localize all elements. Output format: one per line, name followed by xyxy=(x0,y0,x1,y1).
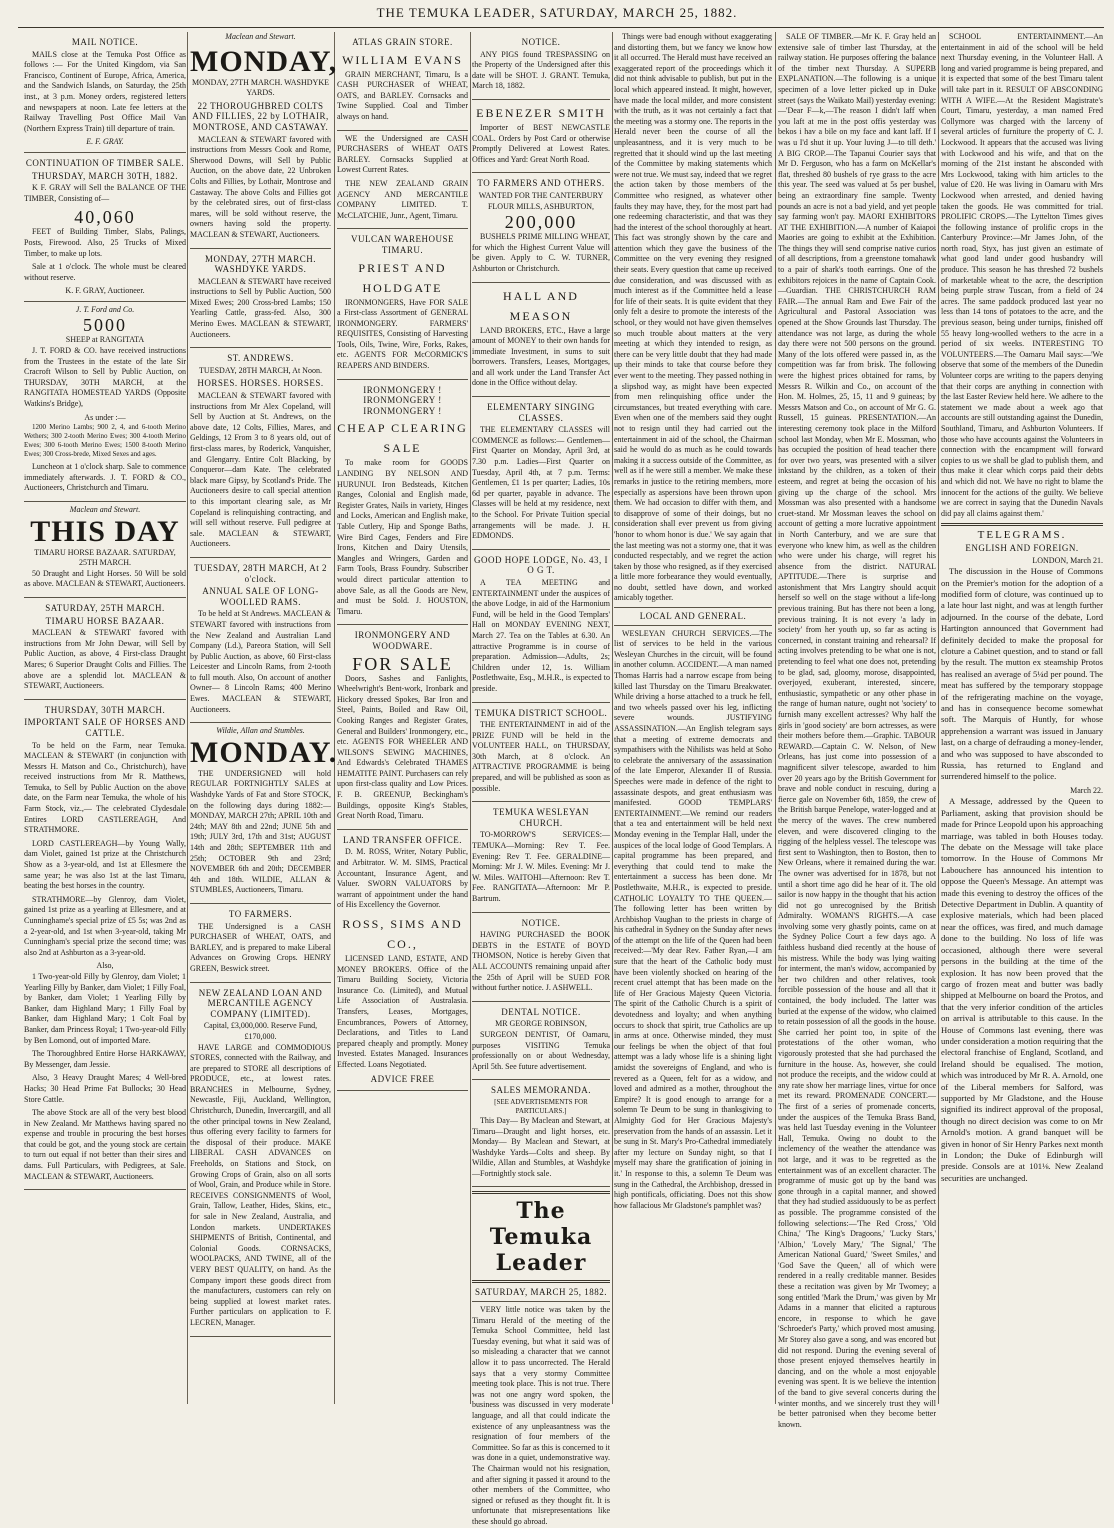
washdyke-sheep-text: MACLEAN & STEWART have received instructions to Sell by Public Auction, 500 Mixed Ewes; 200 Cross-bred Lambs; 150 Yearling Cattle, grass-fed. Also, 300 Merino Ewes. MACLEAN & STEWART, Auctioneers. xyxy=(190,276,331,339)
timber-sale-quantity: 40,060 xyxy=(74,207,136,228)
wildie-sales-text: THE UNDERSIGNED will hold REGULAR FORTNIGHTLY SALES at Washdyke Yards of Fat and Store STOCK, on the following days during 1882:— MONDAY, MARCH 27th; APRIL 10th and 24th; MAY 8th and 22nd; JUNE 5th and 19th; JULY 3rd, 17th and 31st; AUGUST 14th and 28th; SEPTEMBER 11th and 25th; OCTOBER 9th and 23rd; NOVEMBER 6th and 20th; DECEMBER 4th and 18th. WILDIE, ALLAN & STUMBLES, Auctioneers, Timaru. xyxy=(190,768,331,895)
section-rule xyxy=(614,625,772,626)
land-transfer-heading: LAND TRANSFER OFFICE. xyxy=(342,834,463,845)
flour-mills-ad xyxy=(472,173,610,282)
rams-sale-heading: ANNUAL SALE OF LONG-WOOLLED RAMS. xyxy=(202,586,319,607)
farm-sale-text: To be held on the Farm, near Temuka. MACLEAN & STEWART (in conjunction with Messrs H. Matson and Co., Christchurch), have received instructions from Mr R. Matthews, Temuka, to Sell by Public Auction on the above date, on the Farm near Temuka, the whole of his Farm Stock, viz.,— The celebrated Clydesdale Entires LORD CASTLEREAGH, And STRATHMORE. xyxy=(24,740,186,835)
local-general-text: WESLEYAN CHURCH SERVICES.—The list of services to be held in the various Wesleyan Churches in the circuit, will be found in another column. ACCIDENT.—A man named Thomas Harris had a narrow escape from being killed last Thursday on the Timaru Breakwater. While driving a horse attached to a truck he fell, and two wheels passed over his leg, inflicting severe wounds. JUSTIFYING ASSASSINATION.—An English telegram says that a meeting of extreme democrats and sympathisers with the Nihilists was held at Soho to celebrate the anniversary of the assassination of the late Emperor, Alexander II of Russia. Speeches were made in defence of the right to assassinate despots, and great enthusiasm was manifested. GOOD TEMPLARS' ENTERTAINMENT.—We remind our readers that a tea and entertainment will be held next Monday evening in the Templar Hall, under the auspices of the local lodge of Good Templars. A capital programme has been prepared, and everything that could tend to make the entertainment a success has been done. Mr Postlethwaite, M.H.R., is expected to preside. CATHOLIC LOYALTY TO THE QUEEN.—The following letter has been written by Archbishop Vaughan to the priests in charge of his cathedral in Sydney on the Sunday after news of the attempt on the life of the Queen had been received:—'My dear Rev. Father Ryan,—I am sure that the heart of the Catholic body must have been violently shocked on hearing of the recent cruel attempt that has been made on the life of Her Gracious Majesty Queen Victoria. The spirit of the Catholic Church is a spirit of devotedness and loyalty; and when anything occurs to shock that spirit, true Catholics are up in arms at once. Otherwise minded, they must our feelings be when the object of that foul attempt was a lady whose life is a shining light amidst the sovereigns of England, and who is revered as a Queen, felt for as a widow, and loved and admired as a mother, throughout the Empire? It is good enough to arrange for a solemn Te Deum to be sung in thanksgiving to Almighty God for Her Gracious Majesty's preservation from the hands of an assassin. Let it be sung in St. Mary's Pro-Cathedral immediately after my lecture on Sunday night, so that I myself may share the gratification of joining in it.' In response to this, a solemn Te Deum was sung in the Cathedral, the Archbishop, dressed in high pontificals, officiating. Does not this show how fallacious Mr Gladstone's pamphlet was? xyxy=(614,628,772,1210)
local-general-heading: LOCAL AND GENERAL. xyxy=(639,611,747,622)
colts-heading: 22 THOROUGHBRED COLTS AND FILLIES, 22 by LOTHAIR, MONTROSE, AND CASTAWAY. xyxy=(192,100,329,132)
smith-text: Importer of BEST NEWCASTLE COAL. Orders by Post Card or otherwise Promptly Delivered at Lowest Rates. Offices and Yard: Great North Road. xyxy=(472,122,610,164)
for-sale-heading: FOR SALE xyxy=(352,653,453,674)
timber-sale-ad xyxy=(24,153,186,302)
nz-loan-text: HAVE LARGE and COMMODIOUS STORES, connected with the Railway, and are prepared to STORE all descriptions of PRODUCE, etc., at lowest rates. BRANCHES in Melbourne, Sydney, Newcastle, Fiji, Auckland, Wellington, Christchurch, Dunedin, Invercargill, and all the other principal towns in New Zealand, thus offering every facility to farmers for the disposal of their produce. MAKE LIBERAL CASH ADVANCES on Freeholds, on Stations and Stock, on Growing Crops of Grain, also on all sorts of Wool, Grain, and Produce while in Store. RECEIVES CONSIGNMENTS of Wool, Grain, Tallow, Leather, Hides, Skins, etc., for sale in New Zealand, Australia, and London markets. UNDERTAKES SHIPMENTS of British, Continental, and Colonial Goods. CORNSACKS, WOOLPACKS, AND TWINE, all of the VERY BEST QUALITY, on hand. As the Company import these goods direct from the manufacturers, customers can rely on being supplied at lowest market rates. Further particulars on application to F. LECREN, Manager. xyxy=(190,1042,331,1327)
editorial-continued: Things were bad enough without exaggerating and distorting them, but we fancy we know how it all occurred. The Herald must have received an exaggerated report of the proceedings which it did not think advisable to publish, but put in the local which appeared instead. It might, however, have made the local milder, and more consistent with the truth, as it was not certainly a fact that the meeting was a stormy one. The reports in the Herald never been the course of all the unpleasantness, and it is very much to be regretted that it should wind up the last meeting of the Committee by making statements which were not true. We must say, indeed that we regret the action taken by those members of the Committee who resigned, as whatever other faults they may have, they, for the most part had one redeeming characteristic, and that was they had the interest of the school thoroughly at heart. This fact was strongly shown by the care and attention which they gave the business of the Committee on the very evening they resigned their seats. Every question that came up received due consideration, and was discussed with as much interest as if the Committee held a lease for life of their seats. It is quite evident that they only felt a desire to promote the interests of the school, or they would not have given themselves so much trouble about matters at the very meeting at which they intended to resign, as there can be very little doubt that they had made up their minds to take that course before they ever went to the meeting. They passed nothing in a slipshod way, as might have been expected from men relinquishing office under the circumstances, but treated everything with care. Even when one of the members said they ought not to resign until they had carried out the entertainment in aid of the school, the Chairman said he would do as much as he could towards making it a success outside of the Committee, as well as if he were still a member. We make these remarks in justice to the retiring members, more especially as aspersions have been thrown upon them. We had occasion to differ with them, and to disapprove of some of their doings, but no consideration shall ever prevent us from giving 'honor to whom honor is due.' We say again that the last meeting was not a stormy one, that it was conducted respectably, and we regret the action taken by those who resigned, as if they exercised a little more forbearance they would eventually, no doubt, settled have down, and worked amicably together. xyxy=(614,32,772,603)
flour-mills-quantity: 200,000 xyxy=(504,212,578,233)
cheap-clearing-heading: CHEAP CLEARING SALE xyxy=(337,421,468,456)
land-transfer-ad xyxy=(337,830,468,1091)
dental-ad xyxy=(472,1002,610,1081)
priest-holdgate-text: IRONMONGERS, Have FOR SALE a First-class Assortment of GENERAL IRONMONGERY. FARMERS' REQUISITES, Consisting of Harvesting Tools, Oils, Twine, Wire, Forks, Rakes, etc. AGENTS FOR McCORMICK'S REAPERS AND BINDERS. xyxy=(337,297,468,371)
leader-rule xyxy=(472,1280,610,1283)
advice-free: ADVICE FREE xyxy=(370,1073,435,1084)
masthead-rule xyxy=(18,27,1104,28)
sheep-sale-location: SHEEP at RANGITATA xyxy=(65,335,145,345)
masthead: THE TEMUKA LEADER, SATURDAY, MARCH 25, 1882. xyxy=(376,5,738,20)
mail-notice-signature: E. F. GRAY. xyxy=(86,137,124,147)
lord-castlereagh-text: LORD CASTLEREAGH—by Young Wally, dam Violet, gained 1st prize at the Christchurch Show as a 3-year-old, and 1st at Ellesmere the same year; he was also 1st at the last Timaru, beating the best horses in the country. xyxy=(24,838,186,891)
horse-bazaar-ad xyxy=(24,502,186,598)
leader-rule xyxy=(472,1191,610,1194)
column-5 xyxy=(614,32,772,1404)
colts-text: MACLEAN & STEWART favored with instructions from Messrs Cook and Rome, Sherwood Downs, will Sell by Public Auction, on the above date, 22 Unbroken Colts and Fillies, by Lothair, Montrose and Castaway. The above Colts and Fillies got by the celebrated sires, out of first-class mares, will be sold without reserve, the owners having sold the property. MACLEAN & STEWART, Auctioneers. xyxy=(190,134,331,239)
telegrams-text: The discussion in the House of Commons on the Premier's motion for the adoption of a modified form of cloture, was continued up to a late hour last night, and was at length further adjourned. In the course of the debate, Lord Hartington announced that Government had definitely decided to make the proposal for cloture a Cabinet question, and to stand or fall by the result. The mutton ex steamship Protos has realised an average of 5¼d per pound. The meat has suffered by the temporary stoppage of the refrigerating machine on the voyage, and has in consequence become somewhat soft. The Marquis of Huntly, for whose apprehension a warrant was issued in January last, on a charge of defrauding a money-lender, and who was supposed to have absconded to Russia, has returned to England and surrendered himself to the police. xyxy=(941,566,1103,782)
timber-sale-signature: K. F. GRAY, Auctioneer. xyxy=(65,286,145,296)
farm-sale-heading: IMPORTANT SALE OF HORSES AND CATTLE. xyxy=(24,717,186,738)
monday-heading: MONDAY, xyxy=(190,44,338,78)
priest-holdgate-name: PRIEST AND HOLDGATE xyxy=(358,260,447,295)
atlas-grain-ad xyxy=(337,32,468,131)
nz-loan-ad xyxy=(190,983,331,1337)
mail-notice-text: MAILS close at the Temuka Post Office as follows :— For the United Kingdom, via San Francisco, Continent of Europe, Africa, America, and the Sandwich Islands, on Saturday, the 25th inst., at 3 p.m. Money orders, registered letters and newspapers at noon. Late fee letters at the Railway Travelling Post Office Mail Van (Northern Express Train) till departure of train. xyxy=(24,49,186,133)
horses-heading: HORSES. HORSES. HORSES. xyxy=(197,378,324,389)
robinson-text: SURGEON DENTIST, Of Oamaru, purposes VISITING Temuka professionally on or about Wednesday, April 5th. See future advertisement. xyxy=(472,1029,610,1071)
ross-sims-heading: ROSS, SIMS AND CO., xyxy=(342,917,463,951)
leader-date-rule xyxy=(472,1301,610,1302)
washdyke-sheep-date: MONDAY, 27TH MARCH. WASHDYKE YARDS. xyxy=(204,253,317,275)
dental-heading: DENTAL NOTICE. xyxy=(501,1006,581,1017)
section-rule xyxy=(614,607,772,608)
ironmongery-woodware-heading: IRONMONGERY AND WOODWARE. xyxy=(354,630,451,651)
book-debts-ad xyxy=(472,913,610,1002)
sheep-sale-luncheon: Luncheon at 1 o'clock sharp. Sale to commence immediately afterwards. J. T. FORD & CO., Auctioneers, Christchurch and Timaru. xyxy=(24,462,186,493)
telegrams-date-2: March 22. xyxy=(1070,785,1103,795)
also-label: Also, xyxy=(96,961,114,971)
column-rule xyxy=(612,32,613,1404)
book-debts-heading: NOTICE. xyxy=(521,917,561,928)
nz-loan-capital: Capital, £3,000,000. Reserve Fund, £170,000. xyxy=(203,1021,318,1041)
washdyke-colts-ad xyxy=(190,43,338,249)
fillies-list: 1 Two-year-old Filly by Glenroy, dam Violet; 1 Yearling Filly by Banker, dam Violet; 1 Filly Foal, by Banker, dam Violet; 1 Yearling Filly by Banker, dam Highland Mary; 1 Filly Foal by Banker, dam Highland Mary; 1 Colt Foal by Banker, dam Princess Royal; 1 Two-year-old Filly by Ben Lomond, out of imported Mare. xyxy=(24,971,186,1045)
hall-meason-ad xyxy=(472,283,610,398)
atlas-heading: ATLAS GRAIN STORE. xyxy=(352,37,453,47)
wheat-purchase-text: WE the Undersigned are CASH PURCHASERS of WHEAT OATS BARLEY. Cornsacks Supplied at Lowest Current Rates. xyxy=(337,133,468,175)
local-items-text: SALE OF TIMBER.—Mr K. F. Gray held an extensive sale of timber last Thursday, at the railway station. He purposes offering the balance of the timber next Thursday. A SUPERB EXPLANATION.—The following is a unique specimen of a love letter picked up in Duke street (says the Waikato Mail) yesterday evening:—'Dear F—k,—The reason I didn't laff when you laft at me in the post offis yesterday was bekos i hav a bile on my face and kant laff. If I was u I'd shut it up. Your luving J—to till deth.' A BIG CROP.—The Tapanui Courier says that Mr D. Ferguson, who has a farm on McKellar's flat, threshed 80 bushels of rye grass to the acre this year. The seed was valued at 5s per bushel, being an extraordinary fine sample. Twenty pounds an acre is not a bad yield, and yet people say farming won't pay. MAORI EXHIBITORS AT THE EXHIBITION.—A number of Kaiapoi Maories are going to exhibit at the Exhibition. The things they will send comprise native curios of all descriptions, from a greenstone tomahawk to a pair of shark's tooth earrings. One of the exhibitors rejoices in the name of Captain Cook.—Guardian. THE CHRISTCHURCH RAM FAIR.—The annual Ram and Ewe Fair of the Agricultural and Pastoral Association was opened at the Show Grounds last Thursday. The attendance was not large, as during the whole day there were not 500 persons on the ground. Many of the lots offered were passed in, as the competition was far from brisk. The following were the highest prices obtained for rams, by Messrs R. Wilkin and Co., on account of the Hon. M. Holmes, 25, 15, 11 and 9 guineas; by Messrs Matson and Co., on account of Mr G. G. Russell, 15 guineas. PRESENTATION.—An interesting ceremony took place in the Milford school last Monday, when Mr E. Mossman, who has occupied the position of head teacher there for over two years, was presented with a silver inkstand by the children, as a token of their esteem, and regret at being the occasion of his giving up the charge of the school. Mrs Mossman was also presented with a handsome cruet-stand. Mr Mossman leaves the school on account of getting a more lucrative appointment in North Canterbury, and we are sure that everyone who knew him, as well as the children who were under his charge, will regret his absence from the district. NATURAL APTITUDE.—There is surprise and astonishment that Mrs Langtry should acquit herself so well on the stage without a life-long previous training. But has there not been a long, previous training. It is not every 'a lady in society' from her youth up, so far as acting is concerned, in constant training and rehearsal? If acting involves pretending to be what one is not, pretending to feel what one does not, pretending to be glad, sad, gloomy, morose, disappointed, overjoyed, exuberant, interested, sincere, enthusiastic, sympathetic or any other phase in the range of human nature, ought not 'society' to furnish many excellent actresses? Why half the girls in 'good society' are born actresses, as were their mothers before them.—Graphic. TABOUR REWARD.—Captain C. W. Nelson, of New Orleans, has just come into possession of a magnificent silver telescope, awarded to him over 20 years ago by the British Government for brave and noble conduct in rescuing, during a fierce gale on November 6th, 1859, the crew of the British barque Penelope, water-logged and at the mercy of the waves. The crew numbered eleven, and were discovered clinging to the rigging of the helpless vessel. The telescope was first sent to Washington, then to Boston, then to New Orleans, where it remained during the war. The owner was advertised for in 1878, but not until a short time ago did he hear of it. The old sailor is now happy in the thought that his action did not go unrecognised by the British Admiralty. WOMAN'S RIGHTS.—A case involving some very ghastly points, came on at the Sydney Police Court a few days ago. A faithless husband died recently at the house of his mistress. While the body was lying waiting for interment, the man's widow, accompanied by her two children and other relatives, took forcible possession of the house and all that it contained, the body included. The latter was buried at the expense of the widow, who claimed to retain possession of all the goods in the house. She carried her point too, in spite of the protestations of the other woman, who vigorously protested that she had purchased the furniture in the house. As, however, she could not produce the receipts, and the widow could at any rate show her marriage lines, virtue for once met its reward. PROMENADE CONCERT.—The first of a series of promenade concerts, under the auspices of the Temuka Brass Band, was held last Tuesday evening in the Volunteer Hall, Temuka. Owing no doubt to the inclemency of the weather the attendance was not large, and it was to be regretted as the entertainment was of an excellent character. The programme of music got up by the band was gone through in a capital manner, and showed that they had studied assiduously to be as perfect as possible. The programme consisted of the following selections:—'The Red Cross,' 'Old China,' 'The King's Dragoons,' 'Lucky Stars,' 'Albion,' 'Lovely Mary,' 'The Signal,' 'The American National Guard,' 'Sweet Smiles,' and 'God Save the Queen,' all of which were rendered in a really creditable manner. Besides these a recitation was given by Mr Twomey; a song entitled 'Mark the Drum,' was given by Mr Adams in a manner that elicited a rapturous encore, in response to which he gave 'Schroeder's Party,' which proved most amusing. Mr Storey also gave a song, and was encored but did not respond. During the evening several of those present enjoyed themselves heartily in dancing, and on the whole a most enjoyable evening was spent. It is we believe the intention of the band to give several concerts during the winter months, and we sincerely trust they will be better patronised when they become better known. xyxy=(778,32,936,1429)
smith-coal-ad xyxy=(472,100,610,173)
washdyke-sheep-ad xyxy=(190,249,331,349)
wildie-sales-ad xyxy=(190,723,338,904)
column-rule xyxy=(334,32,335,1404)
timber-sale-text: K F. GRAY will Sell the BALANCE OF THE TIMBER, Consisting of— xyxy=(24,183,186,203)
book-debts-text: HAVING PURCHASED the BOOK DEBTS in the ESTATE of BOYD THOMSON, Notice is hereby Given that ALL ACCOUNTS remaining unpaid after the 25th of April will be SUED FOR without further notice. J. ASHWELL. xyxy=(472,930,610,993)
wildie-heading: Wildie, Allan and Stumbles. xyxy=(216,726,305,736)
lodge-text: A TEA MEETING and ENTERTAINMENT under the auspices of the above Lodge, in aid of the Harmonium Fund, will be held in the Good Templars' Hall on MONDAY EVENING NEXT, March 27. Tea on the Tables at 6.30. An attractive Programme is in course of preparation. Admission—Adults, 2s; Children under 12, 1s. William Postlethwaite, Esq., M.H.R., is expected to preside. xyxy=(472,577,610,693)
land-transfer-text: D. M. ROSS, Writer, Notary Public, and Arbitrator. W. M. SIMS, Practical Accountant, Insurance Agent, and Valuer. SWORN VALUATORS by warrant of appointment under the hand of His Excellency the Governor. xyxy=(337,847,468,910)
pigs-notice-text: ANY PIGS found TRESPASSING on the Property of the Undersigned after this date will be SHOT. J. GRANT. Temuka, March 18, 1882. xyxy=(472,49,610,91)
flour-mills-wanted: WANTED FOR THE CANTERBURY FLOUR MILLS, ASHBURTON, xyxy=(478,190,604,211)
monday-date: MONDAY, 27TH MARCH. WASHDYKE YARDS. xyxy=(192,77,329,98)
column-rule xyxy=(938,32,939,1404)
sales-memoranda-heading: SALES MEMORANDA. xyxy=(490,1085,591,1096)
sheep-sale-under: As under :— xyxy=(84,412,126,422)
column-6 xyxy=(778,32,936,1429)
ford-heading: J. T. Ford and Co. xyxy=(75,304,135,314)
wesleyan-text: TO-MORROW'S SERVICES:— TEMUKA—Morning: Rev T. Fee. Evening: Rev T. Fee. GERALDINE—Morning: Mr J. W. Miles. Evening: Mr J. W. Miles. WAITOHI—Afternoon: Rev T. Fee. RANGITATA—Afternoon: Mr P. Bartrum. xyxy=(472,830,610,903)
hall-meason-name: HALL AND MEASON xyxy=(503,288,579,323)
farmers-heading: TO FARMERS. xyxy=(228,908,293,919)
district-school-text: THE ENTERTAINMENT in aid of the PRIZE FUND will be held in the VOLUNTEER HALL, on THURSDAY, 30th March, at 8 o'clock. An ATTRACTIVE PROGRAMME is being prepared, and will be published as soon as possible. xyxy=(472,720,610,793)
vulcan-heading: VULCAN WAREHOUSE TIMARU. xyxy=(350,234,455,255)
rams-sale-date: TUESDAY, 28TH MARCH, At 2 o'clock. xyxy=(193,562,328,584)
sales-memoranda-sub: [SEE ADVERTISEMENTS FOR PARTICULARS.] xyxy=(494,1097,588,1115)
farmers-green-ad xyxy=(190,904,331,983)
column-2 xyxy=(190,32,338,1404)
singing-text: THE ELEMENTARY CLASSES will COMMENCE as follows:— Gentlemen—First Quarter on Monday, April 3rd, at 7.30 p.m. Ladies—First Quarter on Tuesday, April 4th, at 7 p.m. Terms: Gentlemen, £1 1s per quarter; Ladies, 10s 6d per quarter, payable in advance. The Classes will be held at my residence, next to the School. For Private Tuition special arrangements will be made. J. H. EDMONDS. xyxy=(472,425,610,541)
rams-sale-ad xyxy=(190,558,331,723)
sheep-sale-quantity: 5000 xyxy=(83,315,127,336)
maclean-stewart-heading: Maclean and Stewart. xyxy=(225,32,296,41)
sales-memoranda-text: This Day— By Maclean and Stewart, at Timaru—Draught and light horses, etc. Monday— By Maclean and Stewart, at Washdyke Yards—Colts and sheep. By Wildie, Allan and Stumbles, at Washdyke—Fortnightly stock sale. xyxy=(472,1115,610,1178)
mail-notice-heading: MAIL NOTICE. xyxy=(71,37,139,47)
telegrams-heading: TELEGRAMS. xyxy=(977,529,1067,542)
column-rule xyxy=(775,32,776,1404)
lodge-heading: GOOD HOPE LODGE, No. 43, I O G T. xyxy=(474,554,608,576)
smith-name: EBENEZER SMITH xyxy=(476,105,606,120)
column-rule xyxy=(470,32,471,1404)
editorial-text: VERY little notice was taken by the Timaru Herald of the meeting of the Temuka School Committee, held last Tuesday evening, but what it said was of so misleading a character that we cannot allow it to pass uncorrected. The Herald says that a very stormy Committee meeting took place. This is not true. There was not one angry word spoken, the business was discussed in very moderate language, and all that could indicate the existence of any unpleasantness was the resignation of four members of the Committee. So far as this is concerned to it was done in a quiet, undemonstrative way. The Chairman would not his resignation, and after signing it passed it around to the other members of the Committee, who signed or refused as they thought fit. It is unfortunate that misrepresentations like these should go abroad. xyxy=(472,1305,610,1526)
mail-notice-ad xyxy=(24,32,186,153)
timber-sale-items: FEET of Building Timber, Slabs, Palings, Posts, Firewood. Also, 25 Trucks of Mixed Timber, to make up lots. xyxy=(24,227,186,258)
rams-sale-text: To be held at St Andrews. MACLEAN & STEWART favored with instructions from the New Zealand and Australian Land Company (Ld.), Pareora Station, will Sell by Public Auction, as above, 60 First-class Leicester and Lincoln Rams, from 2-tooth to full mouth. Also, On account of another Owner— 8 Lincoln Rams; 400 Merino Ewes. MACLEAN & STEWART, Auctioneers. xyxy=(190,609,331,714)
draught-horses-text: 50 Draught and Light Horses. 50 Will be sold as above. MACLEAN & STEWART, Auctioneers. xyxy=(24,568,186,589)
column-7 xyxy=(941,32,1103,1404)
district-school-ad xyxy=(472,703,610,803)
for-sale-text: Doors, Sashes and Fanlights, Wheelwright's Bent-work, Ironbark and Hickory dressed Spokes, Bar Iron and Steel, Paints, Boiled and Raw Oil, Cooking Ranges and Register Grates, General and Builders' Ironmongery, etc., etc. AGENTS FOR WHEELER AND WILSON'S SEWING MACHINES, And Edwards's Celebrated THAMES HEMATITE PAINT. Purchasers can rely upon first-class quality and Low Prices. F. B. GREENUP, Beckingham's Buildings, opposite King's Stables, Great North Road, Timaru. xyxy=(337,673,468,821)
st-andrews-horses-ad xyxy=(190,348,331,558)
singing-classes-ad xyxy=(472,397,610,550)
wesleyan-heading: TEMUKA WESLEYAN CHURCH. xyxy=(492,807,590,828)
column-3 xyxy=(337,32,468,1404)
greenup-ad xyxy=(337,625,468,830)
st-andrews-heading: ST. ANDREWS. xyxy=(227,353,294,364)
district-school-heading: TEMUKA DISTRICT SCHOOL. xyxy=(474,707,608,718)
farm-sale-date: THURSDAY, 30TH MARCH. xyxy=(44,704,166,715)
maclean-heading: Maclean and Stewart. xyxy=(69,505,141,514)
flour-mills-heading: TO FARMERS AND OTHERS. xyxy=(477,178,605,189)
st-andrews-date: TUESDAY, 28TH MARCH, At Noon. xyxy=(199,365,322,375)
lodge-ad xyxy=(472,550,610,703)
timber-sale-heading: CONTINUATION OF TIMBER SALE. xyxy=(25,157,185,168)
timber-sale-date: THURSDAY, MARCH 30TH, 1882. xyxy=(31,170,179,181)
robinson-name: MR GEORGE ROBINSON, xyxy=(495,1019,587,1029)
hall-meason-text: LAND BROKERS, ETC., Have a large amount of MONEY to their own hands for immediate Investment, in sums to suit borrowers. Transfers, Leases, Mortgages, and all work under the Land Transfer Act done in the Office without delay. xyxy=(472,325,610,388)
wildie-monday-heading: MONDAY. xyxy=(190,735,338,769)
bazaar-sale-date: SATURDAY, 25TH MARCH. xyxy=(45,602,165,613)
pigs-notice-heading: NOTICE. xyxy=(521,37,561,47)
horses-text: MACLEAN & STEWART favored with instructions from Mr Alex Copeland, will Sell by Auction at St. Andrews, on the above date, 12 Colts, Fillies, Mares, and Geldings, 12 From 3 to 8 years old, out of first-class mares, by Roderick, Vanquisher, and Glengarry. Entire Colt Blacking, by Conqueror—dam Kate. The celebrated black mare Gipsy, by Scotland's Pride. The Auctioneers desire to call special attention to this important clearing sale, as Mr Copeland is relinquishing contracting, and will sell without reserve. Full pedigree at sale. MACLEAN & STEWART, Auctioneers. xyxy=(190,391,331,549)
wesleyan-ad xyxy=(472,802,610,912)
heavy-stock-list: Also, 3 Heavy Draught Mares; 4 Well-bred Hacks; 30 Head Prime Fat Bullocks; 30 Head Store Cattle. xyxy=(24,1073,186,1104)
farm-sale-ad xyxy=(24,700,186,1191)
harkaway-text: The Thoroughbred Entire Horse HARKAWAY, By Messenger, dam Jessie. xyxy=(24,1049,186,1069)
stock-summary-text: The above Stock are all of the very best blood in New Zealand. Mr Matthews having spared no expense and trouble in procuring the best horses that could be got, and the young stock are certain to turn out equal if not better than their sires and dams. Full Particulars, with Pedigrees, at Sale. MACLEAN & STEWART, Auctioneers. xyxy=(24,1108,186,1181)
leader-date: SATURDAY, MARCH 25, 1882. xyxy=(474,1287,608,1298)
this-day-heading: THIS DAY xyxy=(30,514,180,548)
singing-heading: ELEMENTARY SINGING CLASSES. xyxy=(487,402,595,423)
sheep-sale-text: J. T. FORD & CO. have received instructions from the Trustees in the estate of the late Sir Cracroft Wilson to Sell by Public Auction, on THURSDAY, 30TH MARCH, at the RANGITATA HOMESTEAD YARDS (Opposite Watkins's Bridge), xyxy=(24,346,186,409)
vulcan-warehouse-ad xyxy=(337,229,468,379)
telegrams-rule xyxy=(941,523,1103,526)
clearing-sale-text: To make room for GOODS LANDING BY NELSON AND HURUNUI. Iron Bedsteads, Kitchen Ranges, Colonial and English made, Register Grates, Nails in variety, Hinges and Locks, American and English make, Table Cutlery, Hip and Sponge Baths, Wire Bird Cages, Fenders and Fire Irons, Kitchen and Dairy Utensils, Mangles and Wringers, Garden and Farm Tools, Brass Foundry. Subscriber would direct particular attention to above Sale, as all the Goods are New, and must be Sold. J. HOUSTON, Timaru. xyxy=(337,458,468,616)
english-foreign-heading: ENGLISH AND FOREIGN. xyxy=(965,542,1079,553)
clearing-sale-ad xyxy=(337,380,468,626)
leader-title: The Temuka Leader xyxy=(489,1198,593,1277)
telegrams-text-2: A Message, addressed by the Queen to Parliament, asking that provision should be made for Prince Leopold upon his approaching marriage, was tabled in both Houses today. The debate on the Message will take place tomorrow. In the House of Commons Mr Labouchere has announced his intention to oppose the Queen's Message. An attempt was made this evening to destroy the offices of the Detective Department in Dublin. A quantity of explosive materials, which had been placed near the offices, was fired, and much damage done to the building. No loss of life was occasioned, although there were several persons in the building at the time of the explosion. It has now been proved that the cargo of frozen meat and butter was badly shipped at Melbourne on board the Protos, and that the very inferior condition of the articles on arrival is attributable to this cause. In the House of Commons last evening, there was under consideration a motion requiring that the electoral franchise of England, Scotland, and Ireland should be equalised. The motion, which was introduced by Mr R. A. Arnold, one of the Liberal members for Salford, was supported by Mr Gladstone, and the House signified its indirect approval of the proposal, though no direct decision was come to on Mr Arnold's motion. A grand banquet will be given in honor of Sir Henry Parkes next month in London; the Duke of Edinburgh will preside. Consols are at 101⅛. New Zealand securities are unchanged. xyxy=(941,796,1103,1183)
farmers-text: THE Undersigned is a CASH PURCHASER of WHEAT, OATS, and BARLEY, and is prepared to make Liberal Advances on Growing Crops. HENRY GREEN, Beswick street. xyxy=(190,921,331,973)
column-4 xyxy=(472,32,610,1526)
pigs-notice-ad xyxy=(472,32,610,100)
telegrams-dateline: LONDON, March 21. xyxy=(1032,555,1103,565)
flour-mills-text: BUSHELS PRIME MILLING WHEAT, for which the Highest Current Value will be given. Apply to C. W. TURNER, Ashburton or Christchurch. xyxy=(472,232,610,273)
evans-text: GRAIN MERCHANT, Timaru, Is a CASH PURCHASER of WHEAT, OATS, and BARLEY. Cornsacks and Twine Supplied. Coal and Timber always on hand. xyxy=(337,69,468,121)
nz-loan-heading: NEW ZEALAND LOAN AND MERCANTILE AGENCY COMPANY (LIMITED). xyxy=(198,987,323,1019)
nz-grain-agency-text: THE NEW ZEALAND GRAIN AGENCY AND MERCANTILE COMPANY LIMITED. T. McCLATCHIE, Junr., Agent, Timaru. xyxy=(337,178,468,220)
ironmongery-heading: IRONMONGERY ! IRONMONGERY ! IRONMONGERY ! xyxy=(363,384,442,416)
sheep-sale-list: 1200 Merino Lambs; 900 2, 4, and 6-tooth Merino Wethers; 300 2-tooth Merino Ewes; 300 4-tooth Merino Ewes; 300 6-tooth Merino Ewes; 1500 8-tooth Merino Ewes; 300 Cross-brede, Mixed Sexes and ages. xyxy=(24,423,186,459)
column-1 xyxy=(24,32,186,1404)
wheat-purchase-ad xyxy=(337,131,468,230)
evans-name: WILLIAM EVANS xyxy=(342,52,463,67)
timber-sale-terms: Sale at 1 o'clock. The whole must be cleared without reserve. xyxy=(24,262,186,282)
bazaar-sale-text: MACLEAN & STEWART favored with instructions from Mr John Dewar, will Sell by Public Auction, as above, 4 First-class Draught Mares; 6 Superior Draught Colts and Fillies. The above are a splendid lot. MACLEAN & STEWART, Auctioneers. xyxy=(24,628,186,691)
bazaar-sale-heading: TIMARU HORSE BAZAAR. xyxy=(45,615,165,626)
sheep-sale-ad xyxy=(24,302,186,502)
bazaar-heading: TIMARU HORSE BAZAAR. SATURDAY, 25TH MARCH. xyxy=(34,547,176,568)
strathmore-text: STRATHMORE—by Glenroy, dam Violet, gained 1st prize as a yearling at Ellesmere, and at Cunninghame's special prize of £5 5s; was 2nd as a 2-year-old, and 1st when 3-year-old, taking Mr Cunningham's special prize the second time; was also 2nd at Ashburton as a 3-year-old. xyxy=(24,894,186,957)
ross-sims-text: LICENSED LAND, ESTATE, AND MONEY BROKERS. Office of the Timaru Building Society, Victoria Insurance Co. (Limited), and Mutual Life Association of Australasia. Transfers, Leases, Mortgages, Encumbrances, Powers of Attorney, Declarations, and Titles to Land prepared cheaply and promptly. Money Invested. Estates Managed. Insurances Effected. Loans Negotiated. xyxy=(337,954,468,1069)
sales-memoranda-ad xyxy=(472,1080,610,1187)
local-items-continued: SCHOOL ENTERTAINMENT.—An entertainment in aid of the school will be held next Thursday evening, in the Volunteer Hall. A long and varied programme is being prepared, and it is expected that some of the best Timaru talent will take part in it. RESULT OF ABSCONDING WITH A WIFE.—At the Resident Magistrate's Court, Timaru, yesterday, a man named Fred Collymore was charged with the larceny of several articles of furniture the property of C. J. Lockwood. It appears that the accused was living with Lockwood and his wife, and that on the morning of the 21st instant he absconded with Mrs Lockwood, taking with him articles to the value of £20. He was living in Oamaru with Mrs Lockwood when arrested, and denied having taken the goods. He was committed for trial. PROLIFIC CROPS.—The Lyttelton Times gives the following instance of prolific crops in the Canterbury Province:—Mr James John, of the north road, Styx, has just given an estimate of what good land under good husbandry will produce. This season he has threshed 72 bushels of marketable wheat to the acre, the description being purple straw Tuscan, from a field of 24 acres. The same paddock produced last year no less than 14 tons of potatoes to the acre, and the previous season, being under turnips, finished off 55 heavy long-woolled wethers to the acre in a period of six weeks. INTERESTING TO VOLUNTEERS.—The Oamaru Mail says:—'We observe that some of the members of the Dunedin Volunteer corps are writing to the papers denying that their corps are anything in connection with the last Easter Review held here. We adhere to the statement we made about a week ago that accounts are still outstanding against the Dunedin, Southland, Timaru, and Ashburton Volunteers. If those who have accounts against the Volunteers in connection with the encampment will forward copies to us we shall be glad to publish them, and thus make it clear which corps paid their debts and which did not. We have no right to blame the innocent for the actions of the guilty. We believe we are correct in saying that the Dunedin Navals did pay all claims against them.' xyxy=(941,32,1103,518)
column-rule xyxy=(187,32,188,1404)
bazaar-sale-ad xyxy=(24,598,186,700)
